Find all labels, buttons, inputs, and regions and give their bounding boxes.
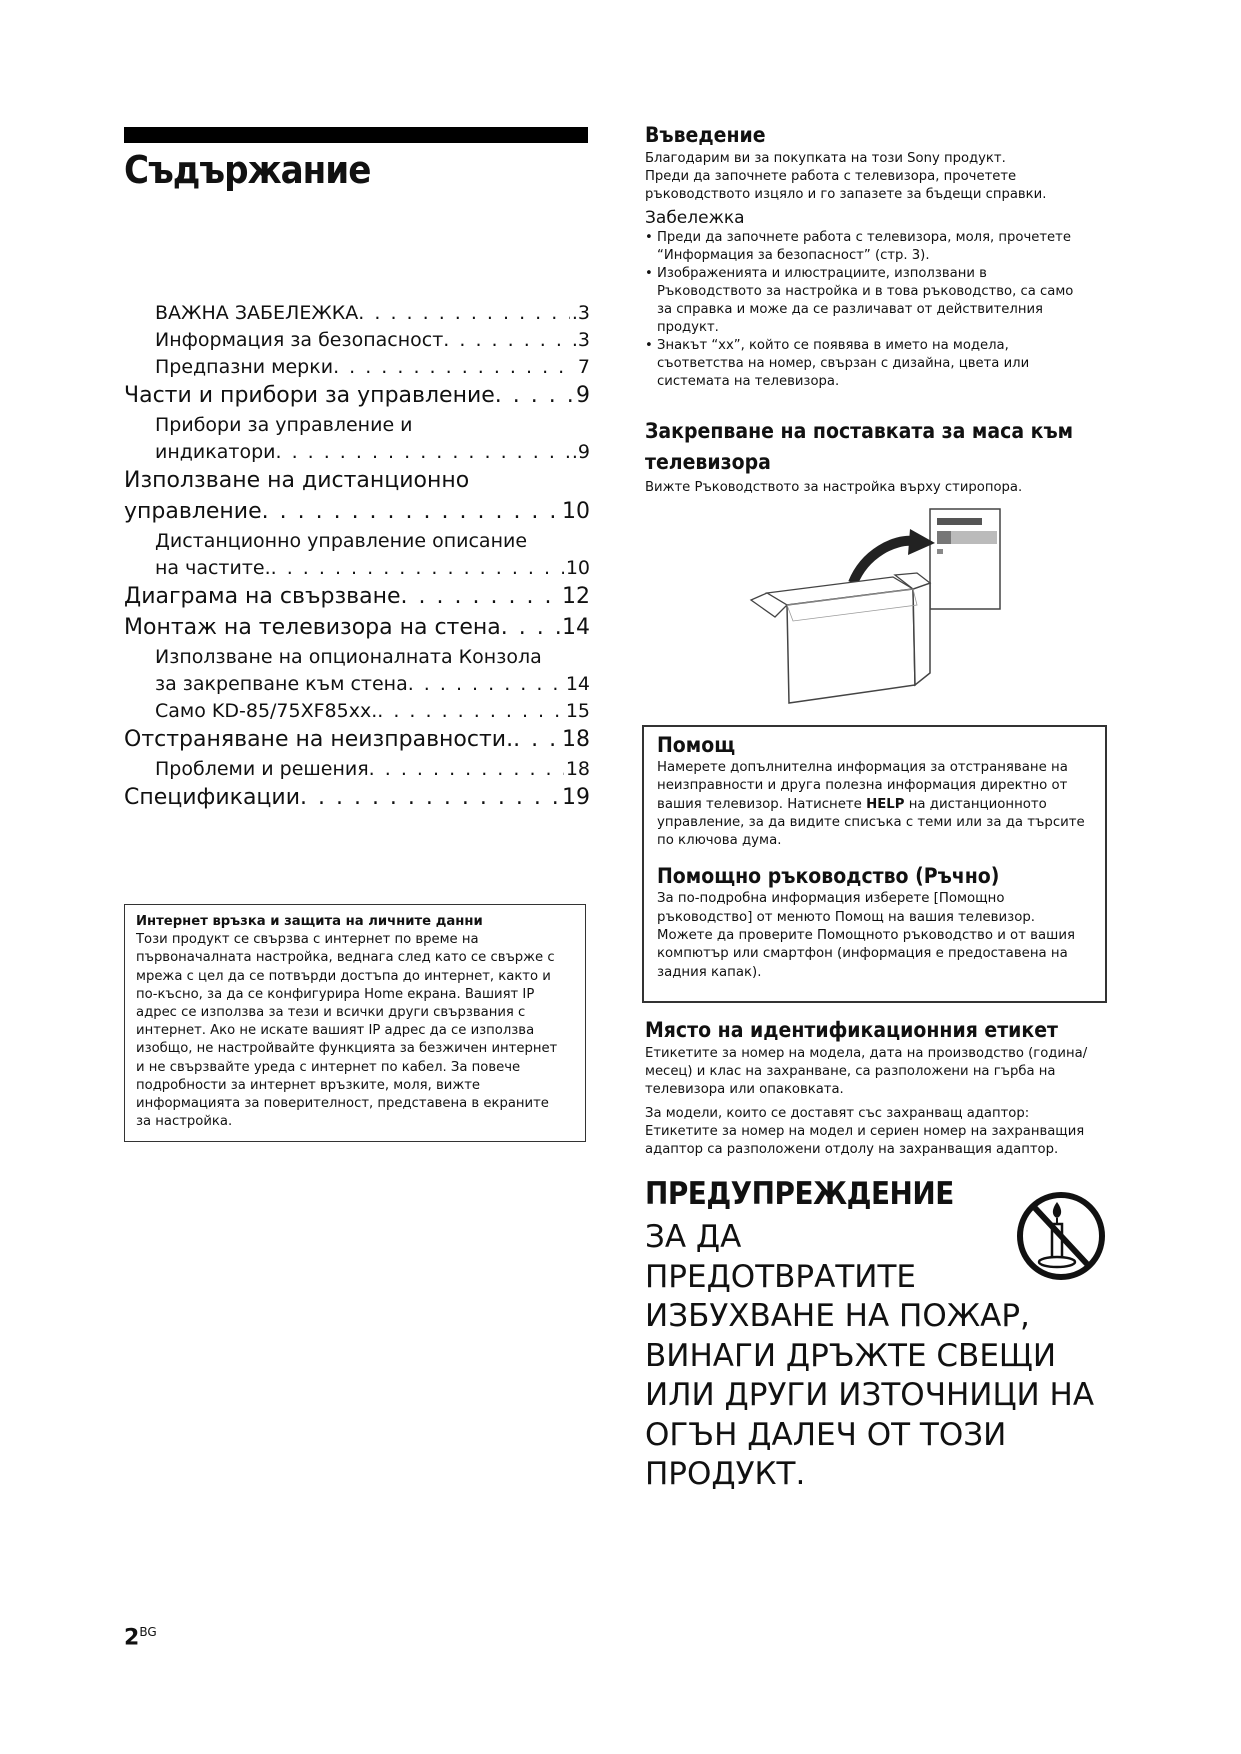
toc-entry[interactable]: Диаграма на свързване . . . 12 <box>124 584 590 615</box>
toc-entry[interactable]: Дистанционно управление описание <box>155 530 528 552</box>
toc-entry[interactable]: Използване на опционалната Конзола <box>155 646 542 668</box>
page-number: $2^{BG}$ <box>124 1625 157 1651</box>
help-manual-line: задния капак). <box>657 964 762 980</box>
note-heading: Забележка <box>645 208 745 228</box>
label-line: Етикетите за номер на модел и сериен номер на захранващия <box>645 1124 1085 1139</box>
note-item: • Изображенията и илюстрациите, използвани в Ръководството за настройка и в това ръководство, са само за справка и може да се различават от действителния продукт. <box>645 265 1105 337</box>
toc-entry[interactable]: управление . . . 10 <box>124 499 590 530</box>
note-item: • Знакът “xx”, който се появява в името на модела, съответства на номер, свързан с дизайна, цвета или системата на телевизора. <box>645 337 1105 391</box>
help-manual-line: компютър или смартфон (информация е предоставена на <box>657 946 1068 962</box>
label-line: телевизора или опаковката. <box>645 1082 844 1097</box>
stand-heading-cont: телевизора <box>645 450 771 474</box>
help-box <box>642 725 1107 1003</box>
intro-section <box>645 123 1105 391</box>
intro-line: Преди да започнете работа с телевизора, прочетете <box>645 169 1017 184</box>
note-list <box>645 229 1105 391</box>
label-line: месец) и клас на захранване, са разположени на гърба на <box>645 1064 1056 1079</box>
help-manual-heading: Помощно ръководство (Ръчно) <box>657 864 1000 889</box>
page-title: Съдържание <box>124 148 371 192</box>
intro-line: ръководството изцяло и го запазете за бъдещи справки. <box>645 187 1047 202</box>
warning-line: ИЗБУХВАНЕ НА ПОЖАР, <box>645 1298 1030 1334</box>
language-code: BG <box>139 1625 157 1639</box>
help-manual-line: ръководство] от менюто Помощ на вашия телевизор. <box>657 909 1036 925</box>
internet-line: и не свързвайте уреда с интернет по кабел. За повече <box>136 1059 521 1075</box>
internet-privacy-box <box>124 904 586 1142</box>
no-candle-icon <box>1015 1190 1107 1282</box>
label-line: адаптор са разположени отдолу на захранващия адаптор. <box>645 1142 1059 1157</box>
internet-line: за настройка. <box>136 1114 233 1130</box>
toc-entry[interactable]: Прибори за управление и <box>155 414 413 436</box>
warning-line: ОГЪН ДАЛЕЧ ОТ ТОЗИ <box>645 1416 1007 1453</box>
internet-line: мрежа с цел да се потвърди достъпа до интернет, както и <box>136 968 551 984</box>
intro-line: Благодарим ви за покупката на този Sony продукт. <box>645 151 1006 166</box>
help-manual-line: Можете да проверите Помощното ръководство и от вашия <box>657 928 1075 944</box>
internet-line: адрес се използва за тези и всички други свързвания с <box>136 1005 526 1021</box>
toc-entry[interactable]: Спецификации . . . 19 <box>124 785 590 816</box>
help-line: Намерете допълнителна информация за отстраняване на <box>657 760 1068 775</box>
warning-line: ЗА ДА <box>645 1219 742 1255</box>
toc-entry[interactable]: Отстраняване на неизправности. . . . 18 <box>124 727 590 758</box>
label-section <box>645 1018 1105 1159</box>
internet-line: изобщо, не настройвайте функцията за безжичен интернет <box>136 1041 558 1057</box>
toc-entry[interactable]: Проблеми и решения . . . 18 <box>124 758 590 785</box>
help-line: вашия телевизор. Натиснете HELP на дистанционното <box>657 796 1047 812</box>
warning-line: ИЛИ ДРУГИ ИЗТОЧНИЦИ НА <box>645 1377 1095 1413</box>
internet-line: Този продукт се свързва с интернет по време на <box>136 932 479 948</box>
note-item: • Преди да започнете работа с телевизора, моля, прочетете “Информация за безопасност” (стр. 3). <box>645 229 1105 265</box>
internet-privacy-heading: Интернет връзка и защита на личните данни <box>136 914 483 929</box>
tv-box-illustration-icon <box>745 505 1010 710</box>
stand-section <box>645 416 1105 497</box>
toc-entry[interactable]: Информация за безопасност . . . .3 <box>124 329 590 356</box>
internet-line: по-късно, за да се конфигурира Home екрана. Вашият IP <box>136 986 535 1002</box>
stand-heading: Закрепване на поставката за маса към <box>645 419 1074 443</box>
internet-line: информацията за поверителност, представена в екраните <box>136 1096 549 1112</box>
warning-line: ВИНАГИ ДРЪЖТЕ СВЕЩИ <box>645 1337 1057 1374</box>
internet-line: интернет. Ако не искате вашият IP адрес да се използва <box>136 1023 535 1039</box>
table-of-contents <box>124 302 590 816</box>
toc-entry[interactable]: индикатори . . . .9 <box>124 441 590 468</box>
title-rule <box>124 127 588 143</box>
warning-line: ПРОДУКТ. <box>645 1456 806 1492</box>
help-heading: Помощ <box>657 733 736 757</box>
help-line: неизправности и друга полезна информация директно от <box>657 778 1068 794</box>
label-line: За модели, които се доставят със захранващ адаптор: <box>645 1106 1030 1121</box>
toc-entry[interactable]: Само KD-85/75XF85xx. . . . 15 <box>124 700 590 727</box>
help-manual-line: За по-подробна информация изберете [Помощно <box>657 891 1005 907</box>
toc-entry[interactable]: за закрепване към стена . . . 14 <box>124 673 590 700</box>
internet-line: подробности за интернет връзките, моля, вижте <box>136 1077 480 1093</box>
help-line: управление, за да видите списъка с теми или за да търсите <box>657 814 1085 830</box>
toc-entry[interactable]: ВАЖНА ЗАБЕЛЕЖКА . . . .3 <box>124 302 590 329</box>
internet-line: първоначалната настройка, веднага след като се свърже с <box>136 950 555 966</box>
help-key: HELP <box>866 796 905 812</box>
warning-title: ПРЕДУПРЕЖДЕНИЕ <box>645 1176 954 1212</box>
help-line: по ключова дума. <box>657 833 782 849</box>
intro-heading: Въведение <box>645 123 766 147</box>
toc-entry[interactable]: Монтаж на телевизора на стена . . . 14 <box>124 615 590 646</box>
label-line: Етикетите за номер на модела, дата на производство (година/ <box>645 1046 1088 1061</box>
warning-line: ПРЕДОТВРАТИТЕ <box>645 1258 916 1295</box>
toc-entry[interactable]: Предпазни мерки . . . 7 <box>124 356 590 383</box>
toc-entry[interactable]: Части и прибори за управление . . . 9 <box>124 383 590 414</box>
toc-entry[interactable]: на частите. . . . 10 <box>124 557 590 584</box>
label-heading: Място на идентификационния етикет <box>645 1018 1058 1042</box>
stand-text: Вижте Ръководството за настройка върху стиропора. <box>645 480 1023 495</box>
toc-entry[interactable]: Използване на дистанционно <box>124 468 470 493</box>
